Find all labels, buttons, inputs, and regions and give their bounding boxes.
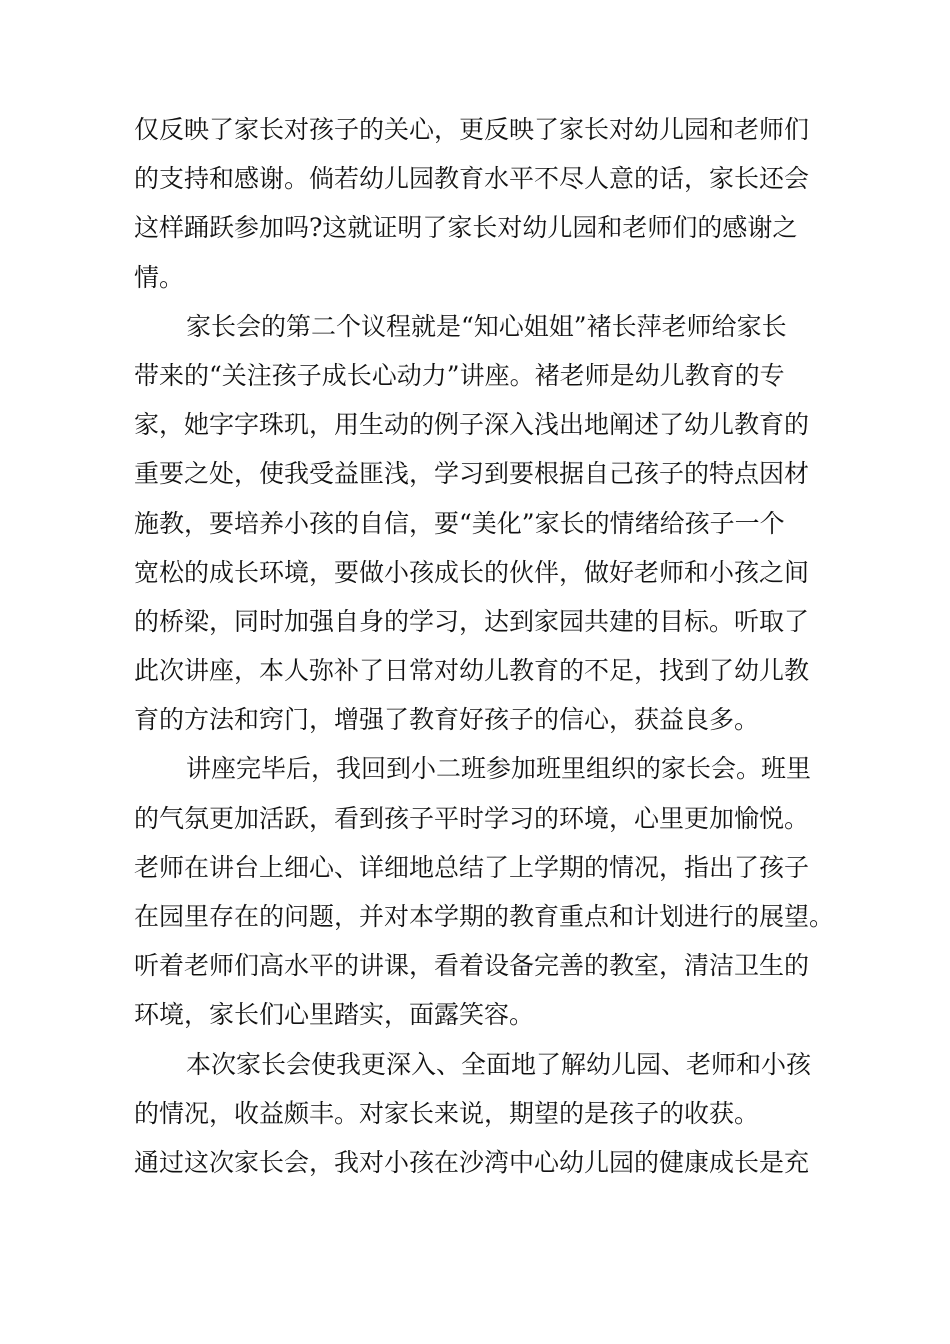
text-line: 施教，要培养小孩的自信，要“美化”家长的情绪给孩子一个 [134,508,785,538]
text-line: 听着老师们高水平的讲课，看着设备完善的教室，清洁卫生的 [134,951,810,981]
text-line: 情。 [134,262,185,292]
text-line: 带来的“关注孩子成长心动力”讲座。褚老师是幼儿教育的专 [134,360,785,390]
text-line: 此次讲座，本人弥补了日常对幼儿教育的不足，找到了幼儿教 [134,656,810,686]
text-line: 环境，家长们心里踏实，面露笑容。 [134,1000,535,1030]
text-line: 重要之处，使我受益匪浅，学习到要根据自己孩子的特点因材 [134,459,810,489]
text-line: 仅反映了家长对孩子的关心，更反映了家长对幼儿园和老师们 [134,115,810,144]
text-line: 家，她字字珠玑，用生动的例子深入浅出地阐述了幼儿教育的 [134,410,810,440]
text-line: 老师在讲台上细心、详细地总结了上学期的情况，指出了孩子 [134,852,810,882]
text-line: 通过这次家长会，我对小孩在沙湾中心幼儿园的健康成长是充 [134,1147,810,1177]
text-line: 的支持和感谢。倘若幼儿园教育水平不尽人意的话，家长还会 [134,164,810,194]
text-line: 育的方法和窍门，增强了教育好孩子的信心，获益良多。 [134,705,760,735]
paragraph-start-line: 讲座完毕后，我回到小二班参加班里组织的家长会。班里 [186,754,812,784]
paragraph-start-line: 家长会的第二个议程就是“知心姐姐”褚长萍老师给家长 [186,311,787,341]
text-line: 的情况，收益颇丰。对家长来说，期望的是孩子的收获。 [134,1098,760,1128]
text-line: 的桥梁，同时加强自身的学习，达到家园共建的目标。听取了 [134,606,810,636]
text-line: 这样踊跃参加吗?这就证明了家长对幼儿园和老师们的感谢之 [134,213,798,243]
text-line: 宽松的成长环境，要做小孩成长的伙伴，做好老师和小孩之间 [134,557,810,587]
body-text [134,105,834,1187]
text-line: 在园里存在的问题，并对本学期的教育重点和计划进行的展望。 [134,902,835,931]
paragraph-start-line: 本次家长会使我更深入、全面地了解幼儿园、老师和小孩 [186,1049,812,1079]
text-line: 的气氛更加活跃，看到孩子平时学习的环境，心里更加愉悦。 [134,803,810,833]
